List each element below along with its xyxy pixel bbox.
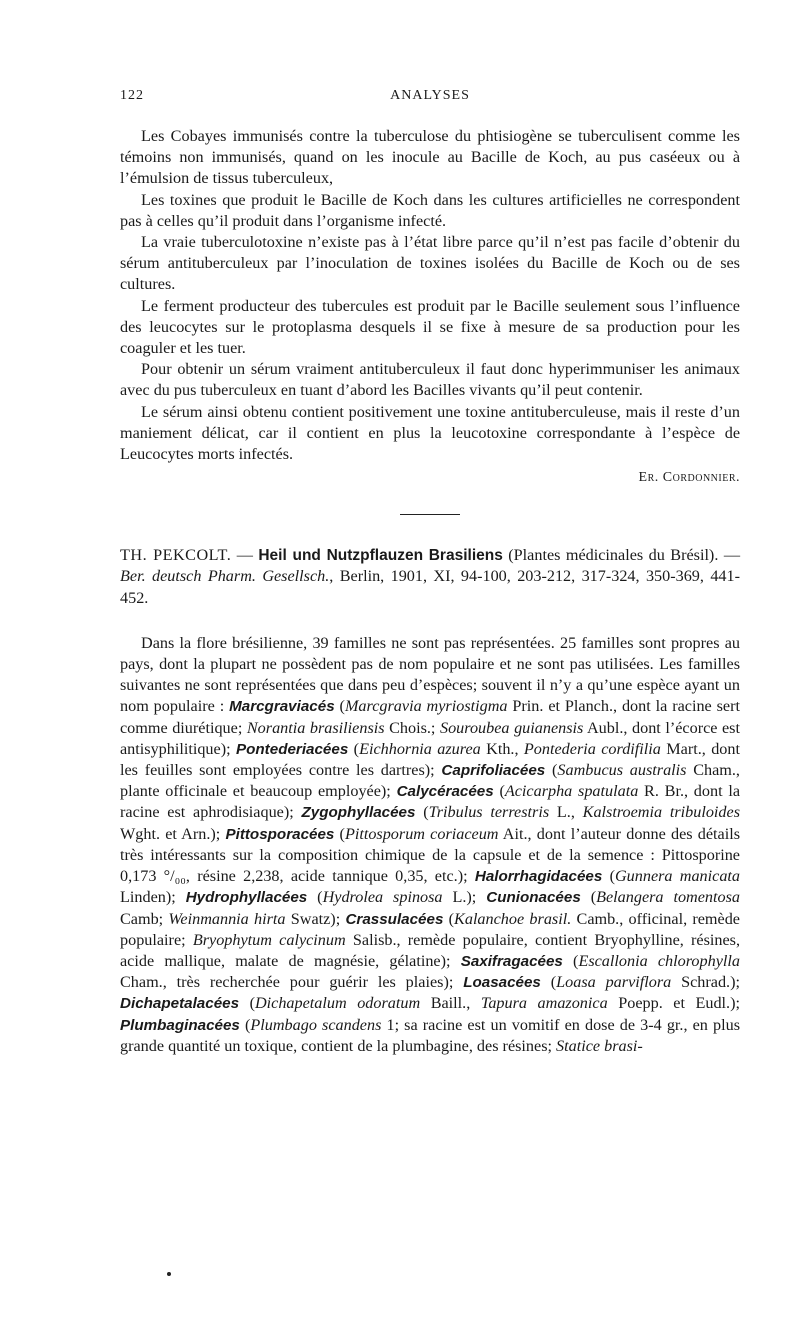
text: ( xyxy=(239,994,255,1013)
family-name: Crassulacées xyxy=(345,910,444,928)
article-title: Heil und Nutzpflauzen Brasiliens xyxy=(258,547,503,565)
text: Cham., très recherchée pour guérir les plaies); xyxy=(120,973,464,992)
paragraph xyxy=(120,633,740,1057)
text: ( xyxy=(334,824,345,843)
article-author: TH. PEKCOLT. xyxy=(120,546,232,565)
reviewer-signature: Er. Cordonnier. xyxy=(638,470,740,486)
paragraph: Pour obtenir un sérum vraiment antituberculeux il faut donc hyperimmuniser les animaux avec du pus tuberculeux en tuant d’abord les Bacilles vivants qu’il peut contenir. xyxy=(120,360,740,400)
paragraph: Les toxines que produit le Bacille de Koch dans les cultures artificielles ne correspondent pas à celles qu’il produit dans l’organisme infecté. xyxy=(120,190,740,230)
dash: — xyxy=(231,546,259,565)
paragraph: Les Cobayes immunisés contre la tuberculose du phtisiogène se tuberculisent comme les témoins non immunisés, quand on les inocule au Bacille de Koch, au pus caséeux ou à l’émulsion de tissus tuberculeux, xyxy=(120,127,740,188)
text: Mart., dont les feuilles sont employées contre les dartres); xyxy=(120,739,740,780)
text: Aubl., dont l’écorce est antisyphilitique); xyxy=(120,718,740,758)
paragraph: Le sérum ainsi obtenu contient positivement une toxine antituberculeuse, mais il reste d’un maniement délicat, car il contient en plus la leucotoxine correspondante à l’espèce de Leucocytes morts infectés. xyxy=(120,402,740,464)
text: ( xyxy=(602,867,615,886)
text: Cham., plante officinale et beaucoup employée); xyxy=(120,761,740,801)
text: L.); xyxy=(442,888,487,907)
family-name: Pontederiacées xyxy=(236,740,349,758)
text: Wght. et Arn.); xyxy=(120,824,226,843)
family-name: Marcgraviacés xyxy=(229,698,335,716)
family-name: Calycéracées xyxy=(396,783,494,801)
species-name: Tapura amazonica xyxy=(480,994,608,1013)
family-name: Cunionacées xyxy=(486,889,581,907)
text: Camb., officinal, remède populaire; xyxy=(120,909,740,949)
species-name: Gunnera manicata xyxy=(614,867,741,886)
species-name: Norantia brasiliensis xyxy=(246,718,385,737)
species-name: Belangera tomentosa xyxy=(596,888,741,907)
journal-name: Ber. deutsch Pharm. Gesellsch. xyxy=(120,567,330,586)
family-name: Caprifoliacées xyxy=(441,762,546,780)
article-reference xyxy=(120,545,740,609)
family-name: Dichapetalacées xyxy=(120,995,240,1013)
family-name: Halorrhagidacées xyxy=(474,868,603,886)
text: ( xyxy=(545,761,558,780)
text: Chois.; xyxy=(384,718,440,737)
text: Swatz); xyxy=(285,909,346,928)
species-name: Statice brasi- xyxy=(556,1036,643,1055)
species-name: Acicarpha spatulata xyxy=(504,782,639,801)
review-continuation xyxy=(120,126,740,488)
text: Schrad.); xyxy=(671,973,740,992)
species-name: Escallonia chlorophylla xyxy=(578,951,740,970)
text: Salisb., remède populaire, contient Bryophylline, résines, acide mallique, malate de magnésie, gélatine); xyxy=(120,930,740,970)
text: ( xyxy=(348,739,360,758)
text: Ait., dont l’auteur donne des détails très intéressants sur la composition chimique de la capsule et de la semence : Pittosporine 0,173 °/₀₀, résine 2,238, acide tannique 0,35, etc.); xyxy=(120,824,740,886)
species-name: Sambucus australis xyxy=(557,761,687,780)
text: L., xyxy=(549,803,583,822)
family-name: Plumbaginacées xyxy=(120,1016,240,1034)
running-title: ANALYSES xyxy=(390,88,470,103)
review-body xyxy=(120,633,740,1057)
text: ( xyxy=(443,909,455,928)
paragraph: La vraie tuberculotoxine n’existe pas à l’état libre parce qu’il n’est pas facile d’obtenir du sérum antituberculeux par l’inoculation de toxines isolées du Bacille de Koch ou de ses cultures. xyxy=(120,233,740,294)
page-number: 122 xyxy=(120,88,144,103)
species-name: Souroubea guianensis xyxy=(439,718,584,737)
text: 1; sa racine est un vomitif en dose de 3-4 gr., en plus grande quantité un toxique, contient de la plumbagine, des résines; xyxy=(120,1015,740,1055)
species-name: Hydrolea spinosa xyxy=(322,888,443,907)
journal-page xyxy=(120,88,740,1057)
text: ( xyxy=(540,973,557,992)
species-name: Kalanchoe brasil. xyxy=(454,909,572,928)
family-name: Pittosporacées xyxy=(225,825,335,843)
species-name: Pontederia cordifilia xyxy=(523,739,661,758)
species-name: Plumbago scandens xyxy=(250,1015,382,1034)
page-header xyxy=(120,88,740,112)
section-divider xyxy=(400,514,460,515)
text: ( xyxy=(307,888,323,907)
text: Baill., xyxy=(420,994,481,1013)
text: ( xyxy=(580,888,597,907)
family-name: Hydrophyllacées xyxy=(185,889,308,907)
text: ( xyxy=(562,951,579,970)
text: R. Br., dont la racine est aphrodisiaque); xyxy=(120,782,741,822)
species-name: Loasa parviflora xyxy=(556,973,672,992)
family-name: Zygophyllacées xyxy=(301,804,416,822)
species-name: Bryophytum calycinum xyxy=(192,930,346,949)
family-name: Loasacées xyxy=(463,974,541,992)
paragraph: Le ferment producteur des tubercules est produit par le Bacille seulement sous l’influence des leucocytes sur le protoplasma desquels il se fixe à mesure de sa production pour les coaguler et les tuer. xyxy=(120,296,740,358)
printer-mark xyxy=(167,1272,171,1276)
species-name: Pittosporum coriaceum xyxy=(344,824,499,843)
text: Prin. et Planch., dont la racine sert comme diurétique; xyxy=(120,697,741,737)
citation: , Berlin, 1901, XI, 94-100, 203-212, 317-324, 350-369, 441-452. xyxy=(120,567,740,607)
species-name: Weinmannia hirta xyxy=(168,909,286,928)
text: Camb; xyxy=(120,909,169,928)
text: ( xyxy=(239,1015,251,1034)
species-name: Kalstroemia tribuloides xyxy=(582,803,740,822)
family-name: Saxifragacées xyxy=(460,952,563,970)
text: Kth., xyxy=(480,739,524,758)
species-name: Dichapetalum odoratum xyxy=(254,994,421,1013)
text: Poepp. et Eudl.); xyxy=(607,994,740,1013)
text: Linden); xyxy=(120,888,186,907)
text: ( xyxy=(493,782,505,801)
text: Dans la flore brésilienne, 39 familles ne sont pas représentées. 25 familles sont propres au pays, dont la plupart ne possèdent pas de nom populaire et ne sont pas utilisées. Les familles suivantes ne sont représentées que dans peu d’espèces; souvent il n’y a qu’une espèce ayant un nom populaire : xyxy=(120,633,740,716)
text: ( xyxy=(415,803,429,822)
species-name: Eichhornia azurea xyxy=(359,739,481,758)
species-name: Marcgravia myriostigma xyxy=(344,697,508,716)
text: ( xyxy=(334,697,345,716)
article-subtitle: (Plantes médicinales du Brésil). — xyxy=(502,546,741,565)
species-name: Tribulus terrestris xyxy=(428,803,550,822)
